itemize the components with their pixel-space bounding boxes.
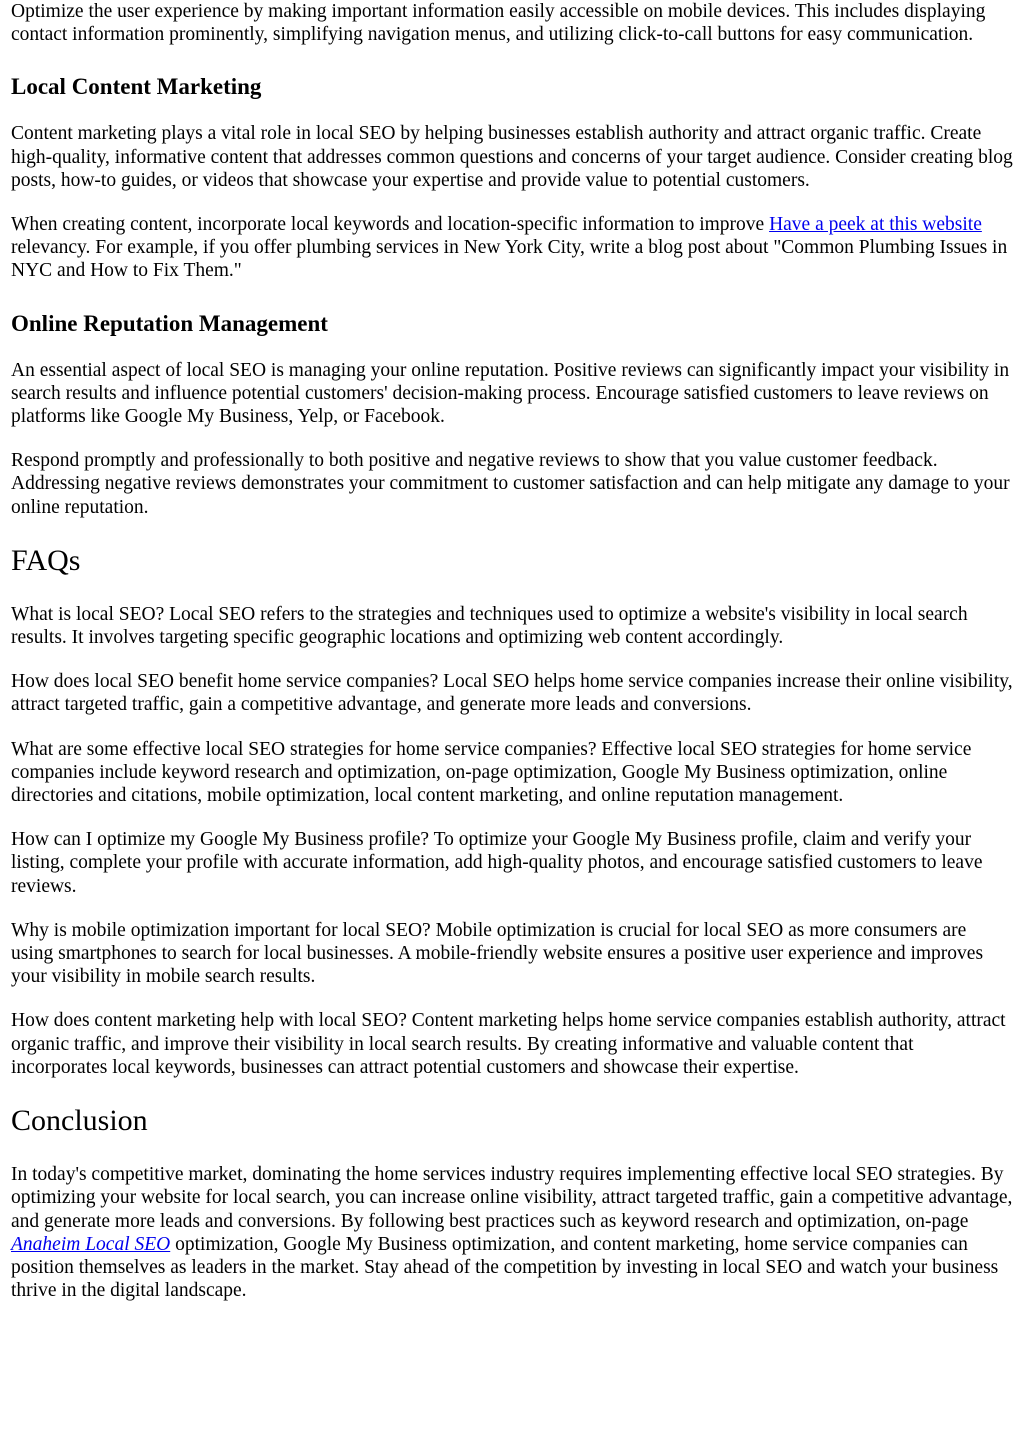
paragraph-text: relevancy. For example, if you offer plumbing services in New York City, write a blog post about "Common Plumbing Issues in NYC and How to Fix Them."	[11, 237, 1008, 282]
paragraph-text: optimization, Google My Business optimization, and content marketing, home service companies can position themselves as leaders in the market. Stay ahead of the competition by investing in local SEO and watch your business thrive in the digital landscape.	[11, 1233, 999, 1302]
faq-item: Why is mobile optimization important for local SEO? Mobile optimization is crucial for local SEO as more consumers are using smartphones to search for local businesses. A mobile-friendly website ensures a positive user experience and improves your visibility in mobile search results.	[11, 919, 984, 988]
section-heading-local-content: Local Content Marketing	[11, 74, 262, 100]
paragraph-text: When creating content, incorporate local keywords and location-specific information to improve	[11, 214, 770, 236]
reputation-paragraph-1: An essential aspect of local SEO is managing your online reputation. Positive reviews can significantly impact your visibility in search results and influence potential customers' decision-making process. Encourage satisfied customers to leave reviews on platforms like Google My Business, Yelp, or Facebook.	[11, 359, 1010, 428]
section-heading-reputation: Online Reputation Management	[11, 310, 328, 336]
anaheim-local-seo-link[interactable]: Anaheim Local SEO	[11, 1233, 171, 1255]
conclusion-paragraph	[11, 1163, 1013, 1302]
section-heading-conclusion: Conclusion	[11, 1104, 148, 1138]
faq-item: What is local SEO? Local SEO refers to the strategies and techniques used to optimize a website's visibility in local search results. It involves targeting specific geographic locations and optimizing web content accordingly.	[11, 603, 968, 649]
faq-item: How does content marketing help with local SEO? Content marketing helps home service companies establish authority, attract organic traffic, and improve their visibility in local search results. By creating informative and valuable content that incorporates local keywords, businesses can attract potential customers and showcase their expertise.	[11, 1010, 1006, 1078]
local-content-paragraph-2	[11, 213, 1013, 283]
intro-paragraph: Optimize the user experience by making important information easily accessible on mobile devices. This includes displaying contact information prominently, simplifying navigation menus, and utilizing click-to-call buttons for easy communication.	[11, 1, 986, 46]
reputation-paragraph-2: Respond promptly and professionally to both positive and negative reviews to show that you value customer feedback. Addressing negative reviews demonstrates your commitment to customer satisfaction and can help mitigate any damage to your online reputation.	[11, 450, 1010, 518]
faq-item: How does local SEO benefit home service companies? Local SEO helps home service companies increase their online visibility, attract targeted traffic, gain a competitive advantage, and generate more leads and conversions.	[11, 671, 1013, 716]
paragraph-text: In today's competitive market, dominating the home services industry requires implementing effective local SEO strategies. By optimizing your website for local search, you can increase online visibility, attract targeted traffic, gain a competitive advantage, and generate more leads and conversions. By following best practices such as keyword research and optimization, on-page	[11, 1164, 1013, 1232]
section-heading-faqs: FAQs	[11, 543, 81, 577]
peek-website-link[interactable]: Have a peek at this website	[769, 214, 982, 236]
faq-item: How can I optimize my Google My Business profile? To optimize your Google My Business profile, claim and verify your listing, complete your profile with accurate information, add high-quality photos, and encourage satisfied customers to leave reviews.	[11, 829, 983, 897]
faq-item: What are some effective local SEO strategies for home service companies? Effective local SEO strategies for home service companies include keyword research and optimization, on-page optimization, Google My Business optimization, online directories and citations, mobile optimization, local content marketing, and online reputation management.	[11, 738, 972, 807]
local-content-paragraph-1: Content marketing plays a vital role in local SEO by helping businesses establish authority and attract organic traffic. Create high-quality, informative content that addresses common questions and concerns of your target audience. Consider creating blog posts, how-to guides, or videos that showcase your expertise and provide value to potential customers.	[11, 123, 1013, 191]
